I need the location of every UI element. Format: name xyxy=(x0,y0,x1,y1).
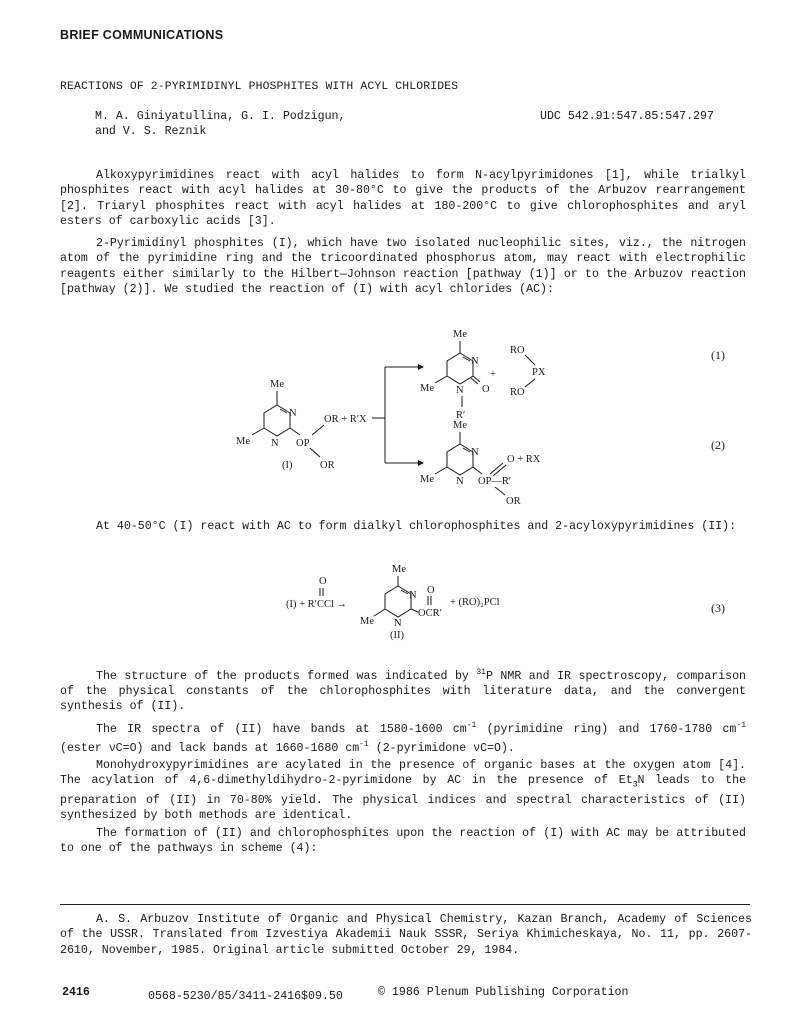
paragraph-6 xyxy=(60,758,746,824)
reaction-scheme-3 xyxy=(280,562,540,642)
o-label: O xyxy=(319,576,327,587)
o-rx-label: O + RX xyxy=(507,454,541,465)
n-label: N xyxy=(271,438,279,449)
or-r-prime-x-label: OR + R′X xyxy=(324,414,367,425)
n-label: N xyxy=(471,447,479,458)
ro-label: RO xyxy=(510,387,525,398)
reaction-scheme-1-2 xyxy=(220,325,760,515)
me-label: Me xyxy=(420,474,434,485)
paragraph-7: The formation of (II) and chlorophosphites upon the reaction of (I) with AC may be attributed to one of the pathways in scheme (4): xyxy=(60,827,746,856)
paragraph-1: Alkoxypyrimidines react with acyl halides to form N-acylpyrimidones [1], while trialkyl phosphites react with acyl halides at 30-80°C to give the products of the Arbuzov rearrangement [2]. Triaryl phosphites react with acyl halides at 180-200°C to give chlorophosphites and aryl esters of carboxylic acids [3]. xyxy=(60,169,746,228)
equation-number-1: (1) xyxy=(711,348,725,362)
px-label: PX xyxy=(532,367,546,378)
products-label: + (RO)₂PCl xyxy=(450,597,500,608)
equation-number-3: (3) xyxy=(711,601,725,615)
superscript: -1 xyxy=(736,721,746,730)
n-label: N xyxy=(289,408,297,419)
me-label: Me xyxy=(236,436,250,447)
ocr-prime-label: OCR′ xyxy=(418,608,442,619)
superscript: -1 xyxy=(466,721,477,730)
paragraph-2: 2-Pyrimidinyl phosphites (I), which have two isolated nucleophilic sites, viz., the nitrogen atom of the pyrimidine ring and the tricoordinated phosphorus atom, may react with electrophilic reagents either similarly to the Hilbert—Johnson reaction [pathway (1)] or to the Arbuzov reaction [pathway (2)]. We studied the reaction of (I) with acyl chlorides (AC): xyxy=(60,237,746,296)
or-label: OR xyxy=(506,496,521,507)
copyright-notice: © 1986 Plenum Publishing Corporation xyxy=(378,986,629,999)
ro-label: RO xyxy=(510,345,525,356)
authors-line-2: and V. S. Reznik xyxy=(95,125,207,138)
section-heading: BRIEF COMMUNICATIONS xyxy=(60,28,224,42)
equation-number-2: (2) xyxy=(711,438,725,452)
me-label: Me xyxy=(360,616,374,627)
me-label: Me xyxy=(453,329,467,340)
op-label: OP xyxy=(296,438,310,449)
me-label: Me xyxy=(453,420,467,431)
paragraph-6-text: N leads to the preparation of (II) in 70-80% yield. The physical indices and spectral characteristics of (II) synthesized by both methods are identical. xyxy=(60,774,747,823)
superscript: 31 xyxy=(476,668,486,677)
authors-line-1: M. A. Giniyatullina, G. I. Podzigun, xyxy=(95,110,346,123)
n-label: N xyxy=(471,356,479,367)
o-label: O xyxy=(427,585,435,596)
udc-code: UDC 542.91:547.85:547.297 xyxy=(540,110,714,123)
page-number: 2416 xyxy=(62,986,90,999)
footnote-divider xyxy=(60,904,750,905)
footnote: A. S. Arbuzov Institute of Organic and Physical Chemistry, Kazan Branch, Academy of Sciences of the USSR. Translated from Izvestiya Akademii Nauk SSSR, Seriya Khimicheskaya, No. 11, pp. 2607-2610, November, 1985. Original article submitted October 29, 1984. xyxy=(60,913,752,957)
me-label: Me xyxy=(392,564,406,575)
r-prime-label: R′ xyxy=(456,410,466,421)
me-label: Me xyxy=(420,383,434,394)
or-label: OR xyxy=(320,460,335,471)
n-label: N xyxy=(456,385,464,396)
subscript: 3 xyxy=(632,780,638,790)
n-label: N xyxy=(394,618,402,629)
paragraph-5-text: The IR spectra of (II) have bands at 1580-1600 cm xyxy=(96,722,467,736)
paragraph-3: At 40-50°C (I) react with AC to form dialkyl chlorophosphites and 2-acyloxypyrimidines (II): xyxy=(96,520,737,533)
compound-I-label: (I) xyxy=(282,460,293,471)
paragraph-4-text: P NMR and IR spectroscopy, comparison of the physical constants of the chlorophosphites with literature data, and the convergent synthesis of (II). xyxy=(60,669,746,714)
paragraph-6-text: Monohydroxypyrimidines are acylated in the presence of organic bases at the oxygen atom [4]. The acylation of 4,6-dimethyldihydro-2-pyrimidone by AC in the presence of Et xyxy=(60,759,746,788)
paragraph-5 xyxy=(60,718,746,756)
compound-II-label: (II) xyxy=(390,630,404,641)
o-label: O xyxy=(482,384,490,395)
n-label: N xyxy=(456,476,464,487)
paragraph-5-text: (ester νC=O) and lack bands at 1660-1680 cm xyxy=(60,742,360,756)
n-label: N xyxy=(409,590,417,601)
paragraph-5-text: (2-pyrimidone νC=O). xyxy=(368,742,515,756)
article-title: REACTIONS OF 2-PYRIMIDINYL PHOSPHITES WITH ACYL CHLORIDES xyxy=(60,81,459,93)
op-r-prime-label: OP—R′ xyxy=(478,476,512,487)
paragraph-5-text: (pyrimidine ring) and 1760-1780 cm xyxy=(476,722,737,736)
plus-sign: + xyxy=(490,369,496,380)
paragraph-4-text: The structure of the products formed was indicated by xyxy=(96,669,477,683)
superscript: -1 xyxy=(359,740,369,750)
paragraph-4 xyxy=(60,665,746,715)
me-label: Me xyxy=(270,379,284,390)
reactants-label: (I) + R′CCl → xyxy=(286,599,348,610)
article-code: 0568-5230/85/3411-2416$09.50 xyxy=(148,990,343,1003)
